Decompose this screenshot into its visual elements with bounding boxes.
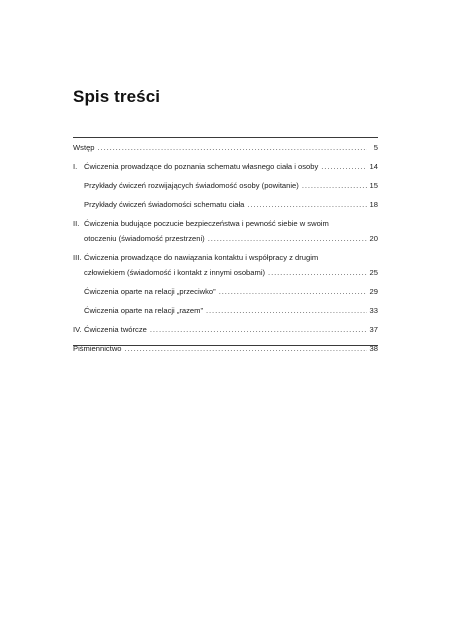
leader-dots	[302, 180, 367, 192]
toc-subentry-razem[interactable]	[73, 305, 378, 317]
toc-entry-title: Wstęp	[73, 143, 95, 152]
toc-entry-wstep[interactable]	[73, 142, 378, 154]
top-divider	[73, 137, 378, 138]
toc-page-number: 15	[369, 181, 378, 190]
toc-entry-title: Przykłady ćwiczeń rozwijających świadomość osoby (powitanie)	[84, 181, 299, 190]
chapter-number: IV.	[73, 325, 82, 334]
toc-page-number: 5	[373, 143, 378, 152]
chapter-number: I.	[73, 162, 78, 171]
toc-entry-title: Ćwiczenia prowadzące do poznania schematu własnego ciała i osoby	[84, 162, 319, 171]
toc-page-number: 25	[369, 268, 378, 277]
leader-dots	[206, 305, 367, 317]
leader-dots	[219, 286, 367, 298]
toc-entry-title-line-1: Ćwiczenia budujące poczucie bezpieczeństwa i pewność siebie w swoim	[84, 219, 329, 228]
toc-entry-title: Ćwiczenia oparte na relacji „przeciwko”	[84, 287, 216, 296]
toc-subentry-schemat-ciala[interactable]	[73, 199, 378, 211]
toc-page-number: 29	[369, 287, 378, 296]
toc-entry-title: Przykłady ćwiczeń świadomości schematu ciała	[84, 200, 245, 209]
leader-dots	[247, 199, 366, 211]
toc-entry-chapter-3[interactable]	[73, 252, 378, 279]
chapter-number: III.	[73, 253, 82, 262]
toc-entry-title: Ćwiczenia oparte na relacji „razem”	[84, 306, 204, 315]
toc-subentry-powitanie[interactable]	[73, 180, 378, 192]
toc-entry-title-line-2: otoczeniu (świadomość przestrzeni)	[84, 234, 205, 243]
toc-entry-title-line-1: Ćwiczenia prowadzące do nawiązania kontaktu i współpracy z drugim	[84, 253, 319, 262]
toc-page-number: 20	[369, 234, 378, 243]
leader-dots	[268, 267, 367, 279]
toc-page-number: 38	[369, 344, 378, 353]
toc-subentry-przeciwko[interactable]	[73, 286, 378, 298]
leader-dots	[98, 142, 367, 154]
toc-page-number: 14	[369, 162, 378, 171]
page-title: Spis treści	[73, 87, 161, 106]
toc-entry-chapter-1[interactable]	[73, 161, 378, 173]
toc-entry-chapter-4[interactable]	[73, 324, 378, 336]
toc-page-number: 33	[369, 306, 378, 315]
toc-entry-title-line-2: człowiekiem (świadomość i kontakt z innymi osobami)	[84, 268, 266, 277]
leader-dots	[321, 161, 366, 173]
toc-entry-title: Piśmiennictwo	[73, 344, 122, 353]
chapter-number: II.	[73, 219, 80, 228]
toc-entry-chapter-2[interactable]	[73, 218, 378, 245]
leader-dots	[208, 233, 367, 245]
toc-page-number: 37	[369, 325, 378, 334]
bottom-divider	[73, 345, 378, 346]
toc-entry-title: Ćwiczenia twórcze	[84, 325, 147, 334]
leader-dots	[150, 324, 367, 336]
toc-page-number: 18	[369, 200, 378, 209]
table-of-contents	[73, 140, 378, 355]
